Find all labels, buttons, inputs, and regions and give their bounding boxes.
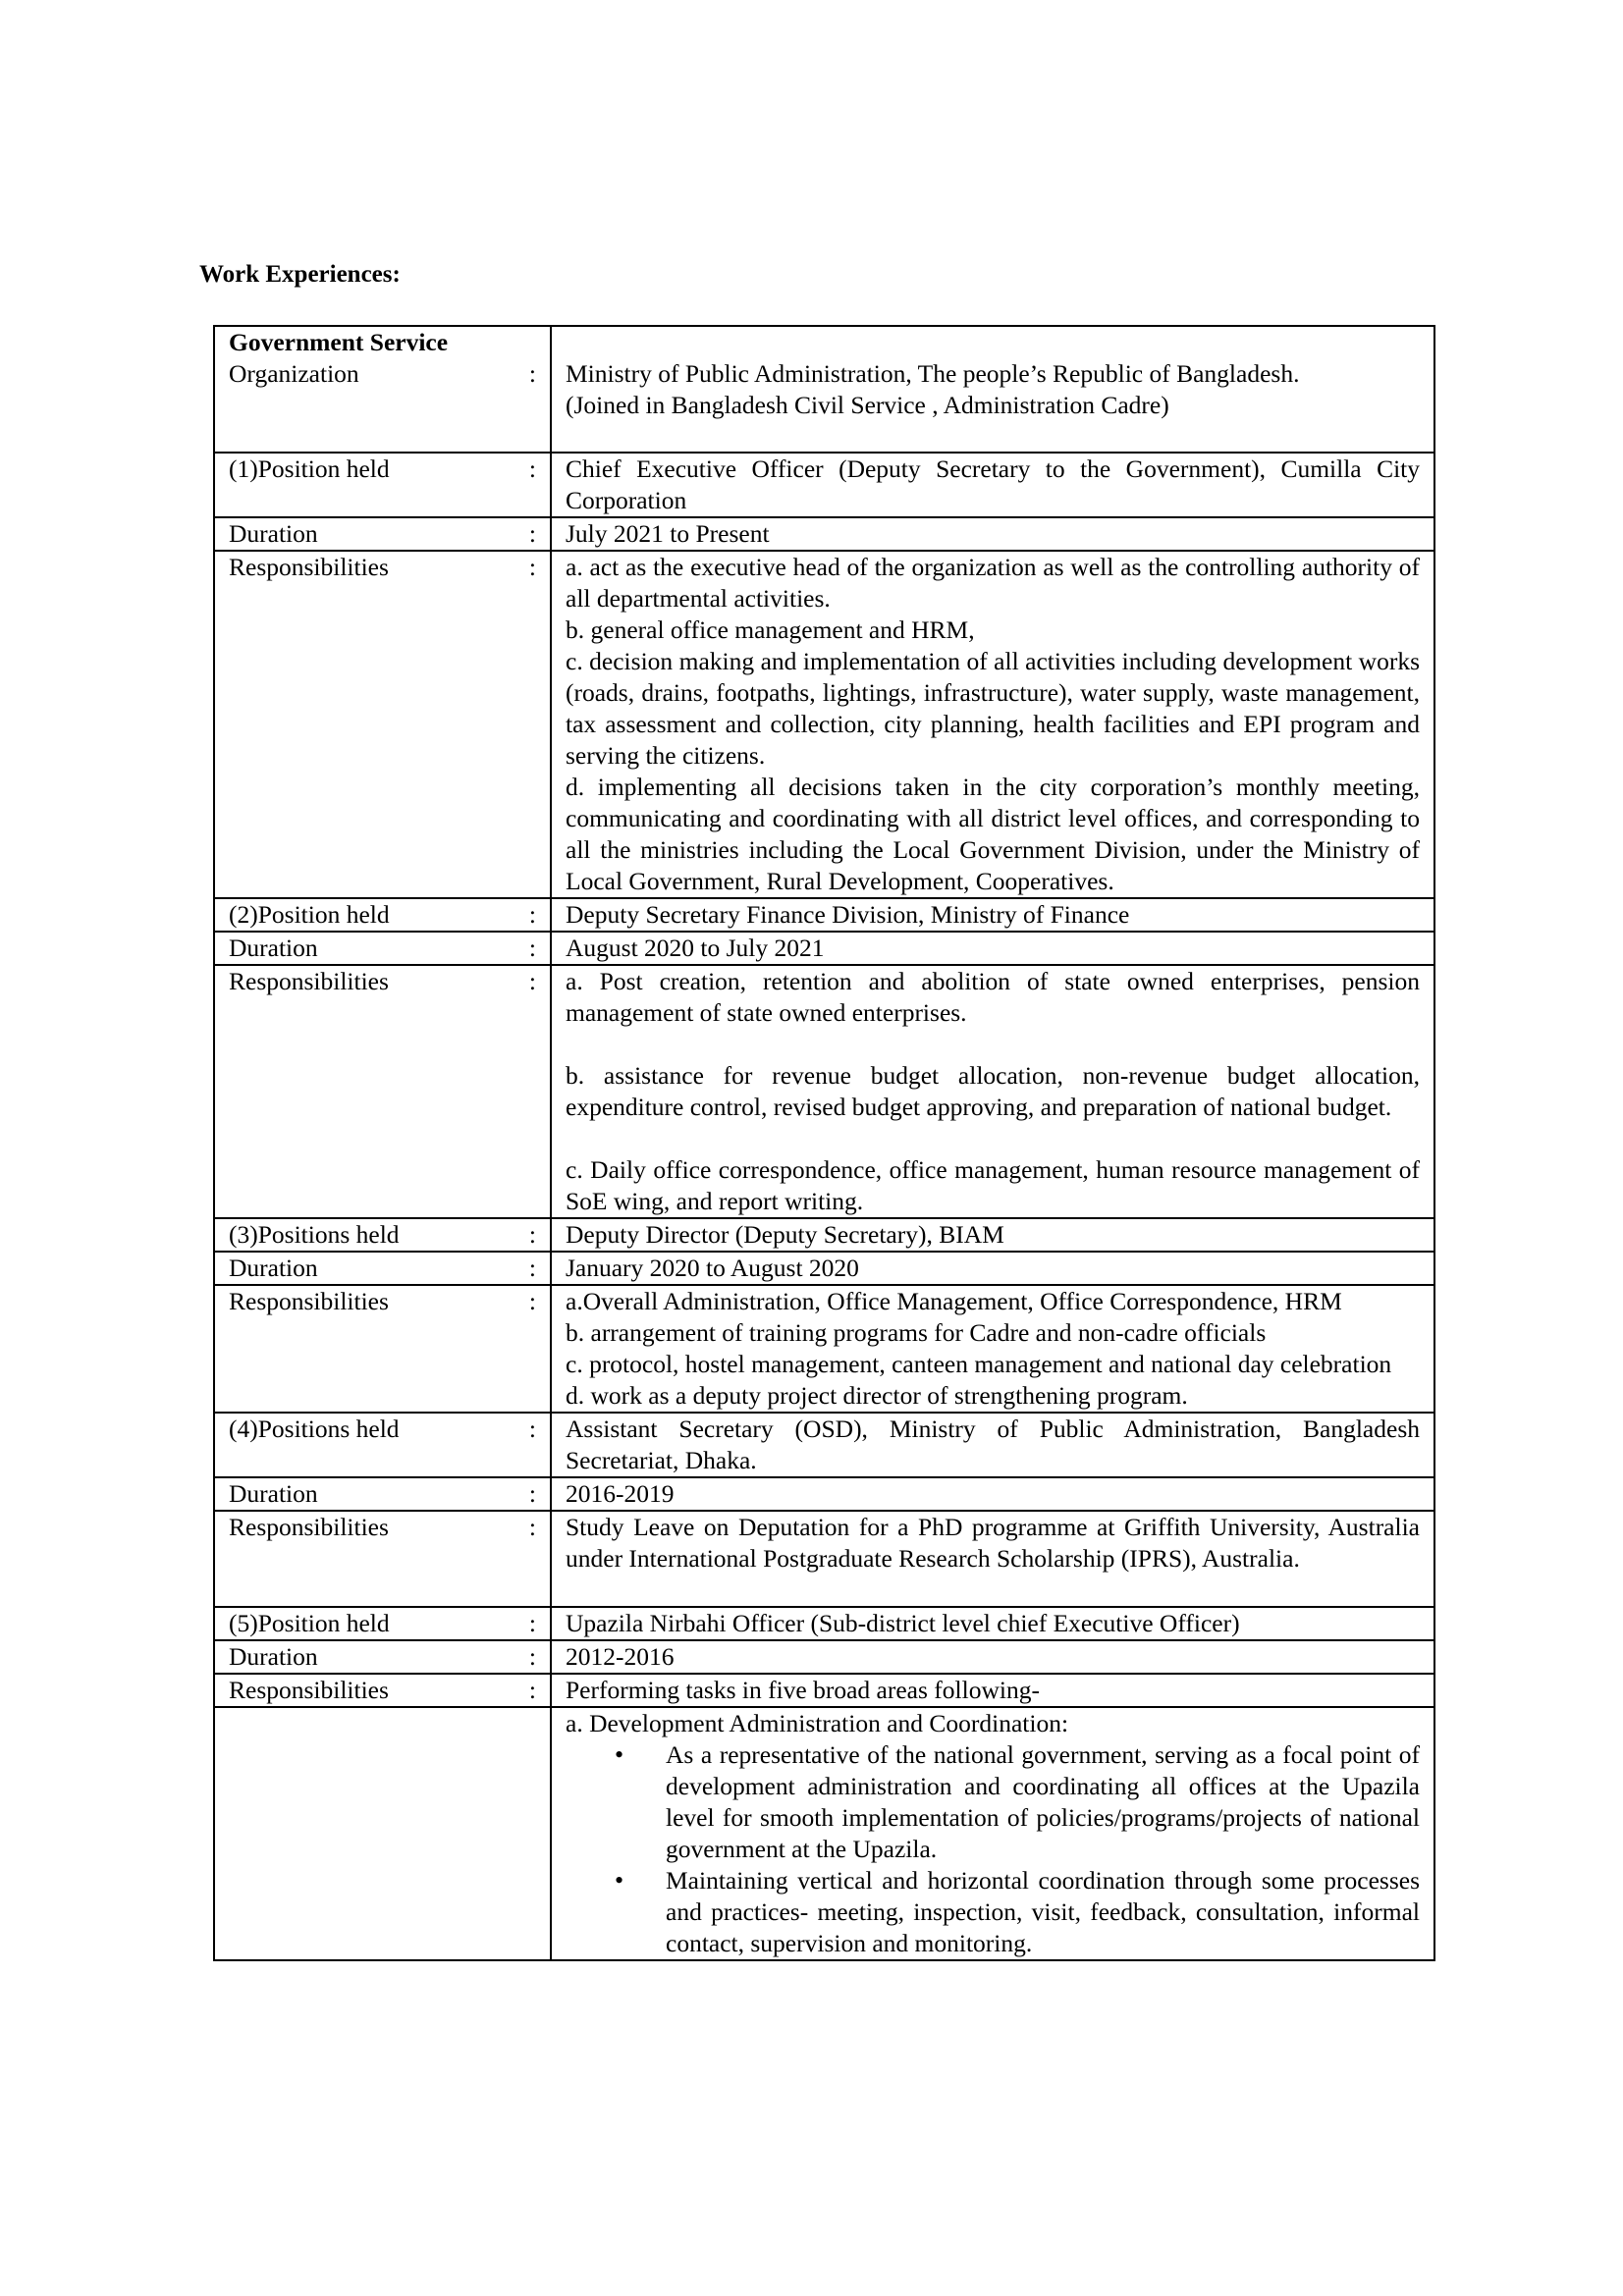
duration-value: January 2020 to August 2020 <box>551 1252 1434 1285</box>
table-row <box>215 1640 1434 1674</box>
colon: : <box>528 1609 536 1637</box>
position-title: Deputy Secretary Finance Division, Ministry of Finance <box>551 898 1434 932</box>
responsibilities-label: Responsibilities <box>229 967 389 995</box>
table-row <box>215 898 1434 932</box>
colon: : <box>528 454 536 483</box>
table-row <box>215 358 1434 453</box>
position-label: (1)Position held <box>229 454 390 483</box>
organization-value: Ministry of Public Administration, The people’s Republic of Bangladesh. <box>566 359 1300 388</box>
duration-value: 2012-2016 <box>551 1640 1434 1674</box>
position-title: Assistant Secretary (OSD), Ministry of Public Administration, Bangladesh Secretariat, Dhaka. <box>551 1413 1434 1477</box>
colon: : <box>528 934 536 962</box>
responsibility-item: Study Leave on Deputation for a PhD programme at Griffith University, Australia under International Postgraduate Research Scholarship (IPRS), Australia. <box>566 1513 1420 1573</box>
responsibilities-label: Responsibilities <box>229 1287 389 1315</box>
responsibility-item: d. implementing all decisions taken in the city corporation’s monthly meeting, communicating and coordinating with all district level offices, and corresponding to all the ministries including the Local Government Division, under the Ministry of Local Government, Rural Development, Cooperatives. <box>566 773 1420 895</box>
table-row <box>215 1511 1434 1607</box>
colon: : <box>528 900 536 929</box>
responsibility-item: b. general office management and HRM, <box>566 615 975 644</box>
colon: : <box>528 1254 536 1282</box>
colon: : <box>528 1287 536 1315</box>
colon: : <box>528 359 536 388</box>
responsibilities-value <box>551 1707 1434 1959</box>
responsibility-item: b. assistance for revenue budget allocation, non-revenue budget allocation, expenditure control, revised budget approving, and preparation of national budget. <box>566 1061 1420 1121</box>
colon: : <box>528 1479 536 1508</box>
duration-label: Duration <box>229 934 318 962</box>
colon: : <box>528 1220 536 1249</box>
responsibility-item: a. act as the executive head of the organization as well as the controlling authority of all departmental activities. <box>566 553 1420 613</box>
section-title: Government Service <box>229 328 449 356</box>
position-title: Upazila Nirbahi Officer (Sub-district level chief Executive Officer) <box>551 1607 1434 1640</box>
responsibility-item: b. arrangement of training programs for Cadre and non-cadre officials <box>566 1318 1267 1347</box>
responsibility-item: c. protocol, hostel management, canteen management and national day celebration <box>566 1350 1392 1378</box>
organization-note: (Joined in Bangladesh Civil Service , Administration Cadre) <box>566 391 1169 419</box>
colon: : <box>528 1642 536 1671</box>
responsibility-item: a.Overall Administration, Office Management, Office Correspondence, HRM <box>566 1287 1342 1315</box>
table-row <box>215 1707 1434 1959</box>
colon: : <box>528 519 536 548</box>
table-row <box>215 1477 1434 1511</box>
responsibilities-label: Responsibilities <box>229 1513 389 1541</box>
table-row <box>215 517 1434 551</box>
responsibilities-intro: Performing tasks in five broad areas following- <box>551 1674 1434 1707</box>
table-row <box>215 1674 1434 1707</box>
table-row <box>215 327 1434 358</box>
position-title: Deputy Director (Deputy Secretary), BIAM <box>551 1218 1434 1252</box>
table-row <box>215 1252 1434 1285</box>
work-experience-table <box>213 325 1435 1961</box>
colon: : <box>528 967 536 995</box>
colon: : <box>528 553 536 581</box>
table-row <box>215 1285 1434 1413</box>
duration-label: Duration <box>229 1254 318 1282</box>
bullet-list <box>566 1739 1420 1959</box>
position-label: (5)Position held <box>229 1609 390 1637</box>
colon: : <box>528 1415 536 1443</box>
responsibility-item: c. Daily office correspondence, office management, human resource management of SoE wing, and report writing. <box>566 1155 1420 1215</box>
duration-value: August 2020 to July 2021 <box>551 932 1434 965</box>
list-item: • As a representative of the national government, serving as a focal point of development administration and coordinating all offices at the Upazila level for smooth implementation of policies/programs/projects of national government at the Upazila. <box>666 1739 1420 1865</box>
table-row <box>215 551 1434 898</box>
table-row <box>215 932 1434 965</box>
responsibility-item: a. Post creation, retention and abolition of state owned enterprises, pension management of state owned enterprises. <box>566 967 1420 1027</box>
responsibilities-value <box>551 1511 1434 1607</box>
section-heading: Work Experiences: <box>199 261 401 288</box>
responsibility-item: d. work as a deputy project director of strengthening program. <box>566 1381 1188 1410</box>
duration-label: Duration <box>229 1642 318 1671</box>
position-title: Chief Executive Officer (Deputy Secretary to the Government), Cumilla City Corporation <box>551 453 1434 517</box>
responsibilities-value <box>551 551 1434 898</box>
responsibilities-label: Responsibilities <box>229 1676 389 1704</box>
colon: : <box>528 1676 536 1704</box>
field-label: Organization <box>229 359 359 388</box>
duration-label: Duration <box>229 1479 318 1508</box>
responsibilities-value <box>551 965 1434 1218</box>
area-title: a. Development Administration and Coordination: <box>566 1709 1069 1737</box>
responsibilities-label: Responsibilities <box>229 553 389 581</box>
table-row <box>215 1607 1434 1640</box>
position-label: (4)Positions held <box>229 1415 400 1443</box>
table-row <box>215 453 1434 517</box>
table-row <box>215 965 1434 1218</box>
duration-value: July 2021 to Present <box>551 517 1434 551</box>
responsibilities-value <box>551 1285 1434 1413</box>
table-row <box>215 1218 1434 1252</box>
table-row <box>215 1413 1434 1477</box>
duration-value: 2016-2019 <box>551 1477 1434 1511</box>
duration-label: Duration <box>229 519 318 548</box>
position-label: (2)Position held <box>229 900 390 929</box>
responsibility-item: c. decision making and implementation of all activities including development works (roads, drains, footpaths, lightings, infrastructure), water supply, waste management, tax assessment and collection, city planning, health facilities and EPI program and serving the citizens. <box>566 647 1420 770</box>
position-label: (3)Positions held <box>229 1220 400 1249</box>
colon: : <box>528 1513 536 1541</box>
list-item: • Maintaining vertical and horizontal coordination through some processes and practices- meeting, inspection, visit, feedback, consultation, informal contact, supervision and monitoring. <box>666 1865 1420 1959</box>
